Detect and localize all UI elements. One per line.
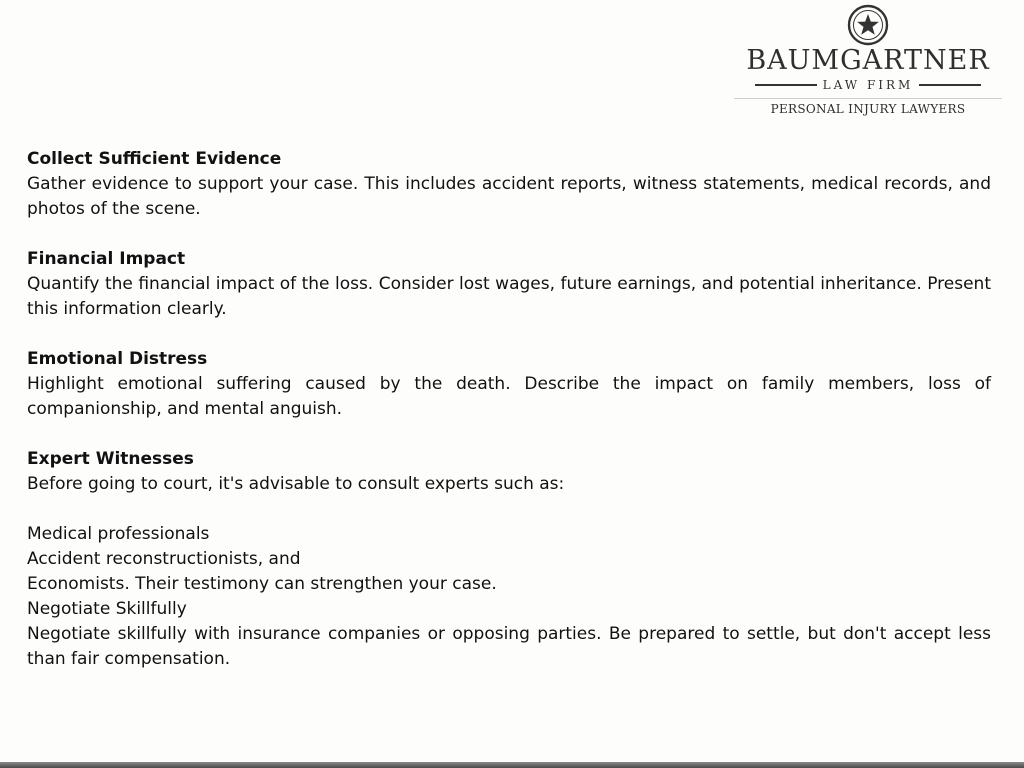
section-body-evidence: Gather evidence to support your case. This includes accident reports, witness statements, medical records, and photos of the scene. (27, 174, 991, 219)
document-body (27, 147, 991, 672)
logo-firm-name: BAUMGARTNER (746, 45, 990, 76)
spacer (27, 322, 991, 347)
logo-rule-right (919, 84, 981, 86)
section-body-emotional: Highlight emotional suffering caused by the death. Describe the impact on family members, loss of companionship, and mental anguish. (27, 374, 991, 419)
section-heading-negotiate: Negotiate Skillfully (27, 599, 187, 619)
section-body-experts: Before going to court, it's advisable to consult experts such as: (27, 474, 565, 494)
star-emblem-icon (845, 2, 891, 48)
firm-logo (722, 2, 1014, 120)
section-body-financial: Quantify the financial impact of the loss. Consider lost wages, future earnings, and potential inheritance. Present this information clearly. (27, 274, 991, 319)
logo-divider (734, 98, 1002, 99)
section-heading-experts: Expert Witnesses (27, 449, 194, 469)
logo-subtitle-text: LAW FIRM (822, 78, 914, 92)
section-body-negotiate: Negotiate skillfully with insurance companies or opposing parties. Be prepared to settle, but don't accept less than fair compensation. (27, 624, 991, 669)
section-heading-evidence: Collect Sufficient Evidence (27, 149, 282, 169)
section-heading-emotional: Emotional Distress (27, 349, 208, 369)
spacer (27, 422, 991, 447)
logo-subtitle (722, 78, 1014, 92)
spacer (27, 222, 991, 247)
logo-rule-left (755, 84, 817, 86)
list-item-expert: Accident reconstructionists, and (27, 549, 301, 569)
spacer (27, 497, 991, 522)
list-item-expert: Economists. Their testimony can strengthen your case. (27, 574, 497, 594)
bottom-bar (0, 762, 1024, 768)
section-heading-financial: Financial Impact (27, 249, 186, 269)
list-item-expert: Medical professionals (27, 524, 210, 544)
logo-tagline: PERSONAL INJURY LAWYERS (770, 102, 966, 116)
